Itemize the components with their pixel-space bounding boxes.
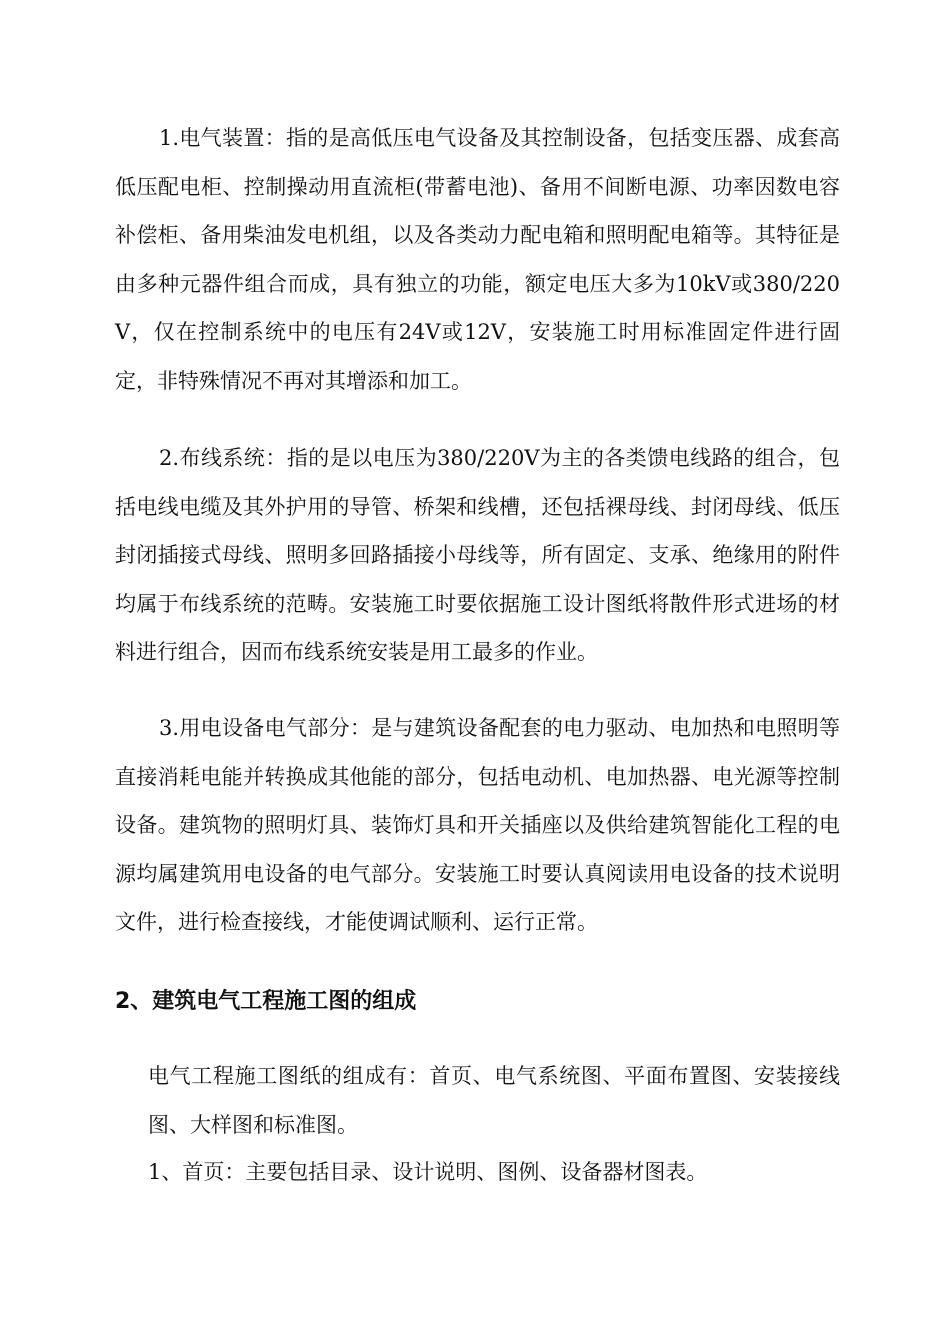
paragraph-electrical-devices: 1.电气装置：指的是高低压电气设备及其控制设备，包括变压器、成套高低压配电柜、控制操动用直流柜(带蓄电池)、备用不间断电源、功率因数电容补偿柜、备用柴油发电机组，以及各类动力配电箱和照明配电箱等。其特征是由多种元器件组合而成，具有独立的功能，额定电压大多为10kV或380/220V，仅在控制系统中的电压有24V或12V，安装施工时用标准固定件进行固定，非特殊情况不再对其增添和加工。 [115,126,840,393]
list-item-cover-page: 1、首页：主要包括目录、设计说明、图例、设备器材图表。 [148,1160,708,1184]
paragraph-equipment-electrical: 3.用电设备电气部分：是与建筑设备配套的电力驱动、电加热和电照明等直接消耗电能并转换成其他能的部分，包括电动机、电加热器、电光源等控制设备。建筑物的照明灯具、装饰灯具和开关插座以及供给建筑智能化工程的电源均属建筑用电设备的电气部分。安装施工时要认真阅读用电设备的技术说明文件，进行检查接线，才能使调试顺利、运行正常。 [115,716,840,934]
paragraph-wiring-system: 2.布线系统：指的是以电压为380/220V为主的各类馈电线路的组合，包括电线电缆及其外护用的导管、桥架和线槽，还包括裸母线、封闭母线、低压封闭插接式母线、照明多回路插接小母线等，所有固定、支承、绝缘用的附件均属于布线系统的范畴。安装施工时要依据施工设计图纸将散件形式进场的材料进行组合，因而布线系统安装是用工最多的作业。 [115,446,840,664]
section-heading: 2、建筑电气工程施工图的组成 [115,989,417,1014]
paragraph-drawing-composition: 电气工程施工图纸的组成有：首页、电气系统图、平面布置图、安装接线图、大样图和标准图。 [148,1064,840,1137]
